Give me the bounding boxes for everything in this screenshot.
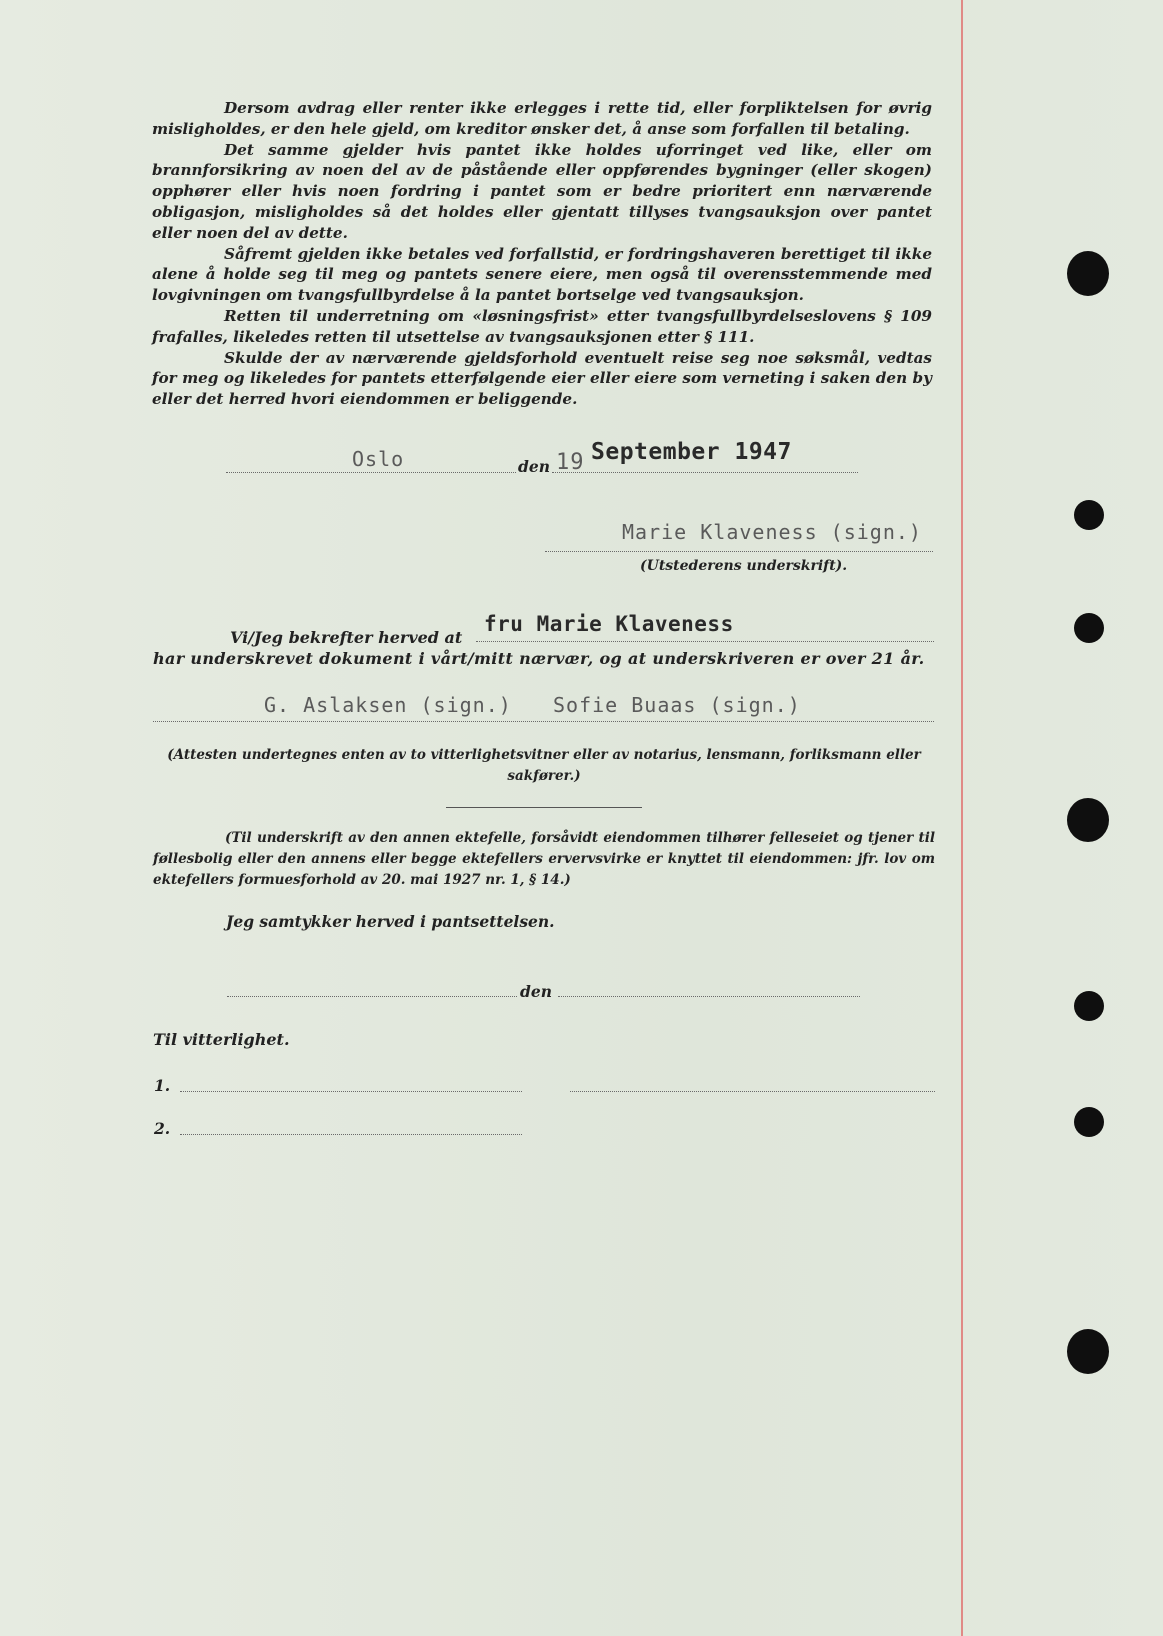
punch-hole (1074, 613, 1104, 643)
spouse-date-line (558, 996, 860, 997)
punch-hole (1074, 500, 1104, 530)
vitterlighet-number-1: 1. (154, 1076, 171, 1095)
confirmed-signer-line (476, 641, 934, 642)
issuer-signature-line (545, 551, 933, 552)
vitterlighet-line-1b (570, 1091, 935, 1092)
attestation-note: (Attesten undertegnes enten av to vitterlighetsvitner eller av notarius, lensmann, forliksmann eller sakfører.) (167, 747, 921, 784)
spouse-note: (Til underskrift av den annen ektefelle, forsåvidt eiendommen tilhører felleseiet og tjener til føllesbolig eller den annens eller begge ektefellers ervervsvirke er knyttet til eiendommen: jfr. lov om ektefellers formuesforhold av 20. mai 1927 nr. 1, § 14.) (153, 830, 935, 888)
separator-line (446, 807, 642, 808)
date-dotted-line (552, 472, 858, 473)
confirmed-signer-name: fru Marie Klaveness (484, 612, 734, 636)
date-day-value: 19 (556, 450, 585, 475)
place-value: Oslo (352, 447, 405, 471)
vitterlighet-label: Til vitterlighet. (153, 1030, 290, 1049)
witness-signature-1: G. Aslaksen (sign.) (264, 693, 512, 717)
issuer-signature-value: Marie Klaveness (sign.) (622, 520, 922, 544)
witness-confirm-prefix: Vi/Jeg bekrefter herved at (230, 628, 463, 647)
vitterlighet-line-1a (180, 1091, 522, 1092)
witness-signature-line (153, 721, 934, 722)
punch-hole (1067, 798, 1109, 842)
date-month-year-value: September 1947 (591, 439, 792, 465)
place-dotted-line (226, 472, 516, 473)
punch-hole (1074, 991, 1104, 1021)
vitterlighet-line-2 (180, 1134, 522, 1135)
date-den-label: den (518, 457, 550, 476)
spouse-den-label: den (520, 982, 552, 1001)
legal-paragraph-3: Såfremt gjelden ikke betales ved forfallstid, er fordringshaveren berettiget til ikke alene å holde seg til meg og pantets senere eiere, men også til overensstemmende med lovgivningen om tvangsfullbyrdelse å la pantet bortselge ved tvangsauksjon. (152, 244, 932, 305)
legal-paragraph-4: Retten til underretning om «løsningsfrist» etter tvangsfullbyrdelseslovens § 109 frafalles, likeledes retten til utsettelse av tvangsauksjonen etter § 111. (152, 306, 932, 346)
witness-signature-2: Sofie Buaas (sign.) (553, 693, 801, 717)
spouse-place-line (227, 996, 517, 997)
vitterlighet-number-2: 2. (154, 1119, 171, 1138)
legal-text-block (152, 98, 932, 410)
issuer-signature-caption: (Utstederens underskrift). (640, 558, 848, 574)
punch-hole (1067, 251, 1109, 296)
legal-paragraph-2: Det samme gjelder hvis pantet ikke holdes uforringet ved like, eller om brannforsikring av noen del av de påstående eller oppførendes bygninger (eller skogen) opphører eller hvis noen fordring i pantet som er bedre prioritert enn nærværende obligasjon, misligholdes så det holdes eller gjentatt tillyses tvangsauksjon over pantet eller noen del av dette. (152, 140, 932, 242)
punch-hole (1074, 1107, 1104, 1137)
spouse-consent-text: Jeg samtykker herved i pantsettelsen. (226, 912, 555, 931)
punch-hole (1067, 1329, 1109, 1374)
legal-paragraph-5: Skulde der av nærværende gjeldsforhold eventuelt reise seg noe søksmål, vedtas for meg og likeledes for pantets etterfølgende eier eller eiere som verneting i saken den by eller det herred hvori eiendommen er beliggende. (152, 348, 932, 409)
witness-confirm-line2: har underskrevet dokument i vårt/mitt nærvær, og at underskriveren er over 21 år. (153, 649, 925, 668)
red-margin-line (961, 0, 963, 1636)
legal-paragraph-1: Dersom avdrag eller renter ikke erlegges i rette tid, eller forpliktelsen for øvrig misligholdes, er den hele gjeld, om kreditor ønsker det, å anse som forfallen til betaling. (152, 99, 932, 138)
